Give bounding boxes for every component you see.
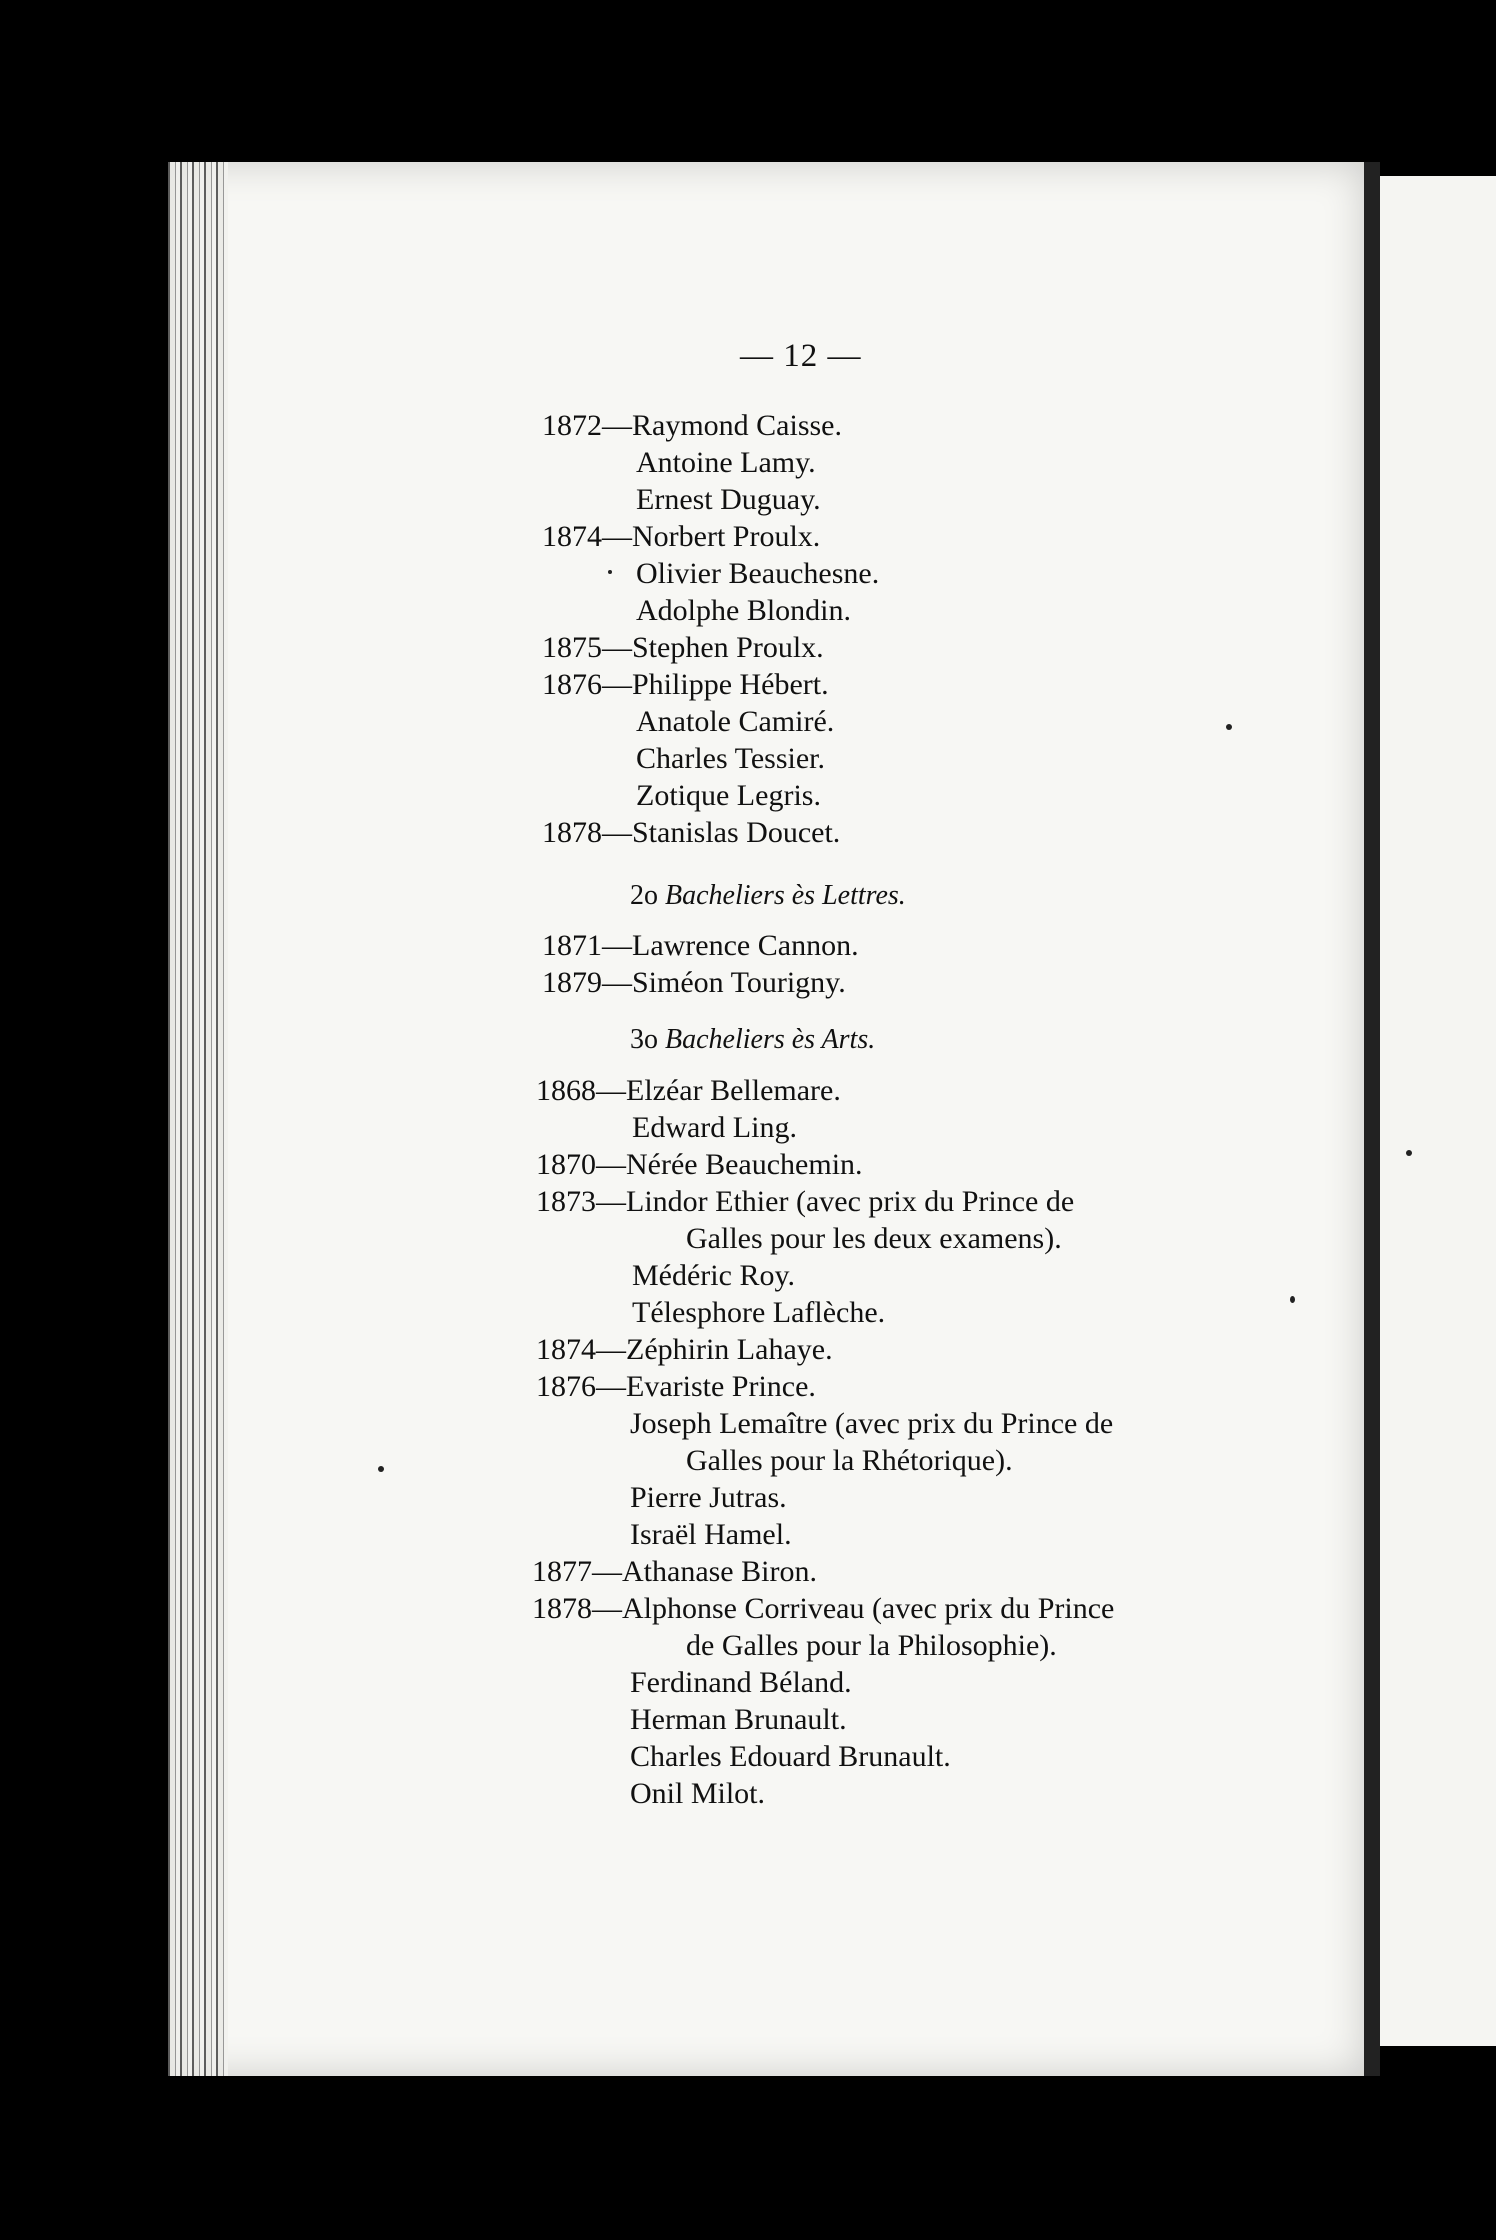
entry-line: 1868—Elzéar Bellemare. [536, 1074, 841, 1107]
scan-speck [1226, 724, 1232, 730]
entry-line: Charles Tessier. [636, 742, 825, 775]
entry-line: Pierre Jutras. [630, 1481, 787, 1514]
entry-line: Médéric Roy. [632, 1259, 796, 1292]
entry-line: 1878—Stanislas Doucet. [542, 816, 841, 849]
entry-line: Antoine Lamy. [636, 446, 816, 479]
entry-line: 1870—Nérée Beauchemin. [536, 1148, 863, 1181]
entry-line: 1878—Alphonse Corriveau (avec prix du Prince [532, 1592, 1115, 1625]
entry-line: Charles Edouard Brunault. [630, 1740, 951, 1773]
entry-line: 1872—Raymond Caisse. [542, 409, 842, 442]
entry-line: Edward Ling. [632, 1111, 797, 1144]
entry-line: Zotique Legris. [636, 779, 821, 812]
entry-line: 1876—Philippe Hébert. [542, 668, 829, 701]
scan-speck [378, 1466, 384, 1472]
entry-line: 1875—Stephen Proulx. [542, 631, 824, 664]
facing-page [1380, 176, 1496, 2046]
page-gutter [1364, 162, 1380, 2076]
page-number: — 12 — [740, 338, 862, 374]
entry-line: Israël Hamel. [630, 1518, 792, 1551]
entry-line: Ferdinand Béland. [630, 1666, 852, 1699]
entry-line: 1876—Evariste Prince. [536, 1370, 816, 1403]
entry-line: 1874—Zéphirin Lahaye. [536, 1333, 833, 1366]
entry-line: Olivier Beauchesne. [636, 557, 880, 590]
entry-line: 1873—Lindor Ethier (avec prix du Prince de [536, 1185, 1075, 1218]
entry-line: 1879—Siméon Tourigny. [542, 966, 846, 999]
entry-line: Télesphore Laflèche. [632, 1296, 886, 1329]
entry-line: Anatole Camiré. [636, 705, 835, 738]
entry-line: 1877—Athanase Biron. [532, 1555, 817, 1588]
entry-line: Ernest Duguay. [636, 483, 821, 516]
entry-line: Joseph Lemaître (avec prix du Prince de [630, 1407, 1114, 1440]
scan-speck [1406, 1150, 1412, 1156]
page-binding-edges [168, 162, 228, 2076]
entry-line: Galles pour les deux examens). [686, 1222, 1062, 1255]
entry-line: de Galles pour la Philosophie). [686, 1629, 1057, 1662]
entry-line: 1871—Lawrence Cannon. [542, 929, 859, 962]
entry-line: Onil Milot. [630, 1777, 766, 1810]
section-heading-lettres: 2o Bacheliers ès Lettres. [630, 880, 906, 911]
entry-line: Adolphe Blondin. [636, 594, 851, 627]
entry-line: Herman Brunault. [630, 1703, 847, 1736]
entry-line: 1874—Norbert Proulx. [542, 520, 821, 553]
entry-line: Galles pour la Rhétorique). [686, 1444, 1013, 1477]
section-heading-arts: 3o Bacheliers ès Arts. [630, 1024, 876, 1055]
scan-speck [608, 570, 612, 574]
scan-speck [1290, 1296, 1295, 1303]
